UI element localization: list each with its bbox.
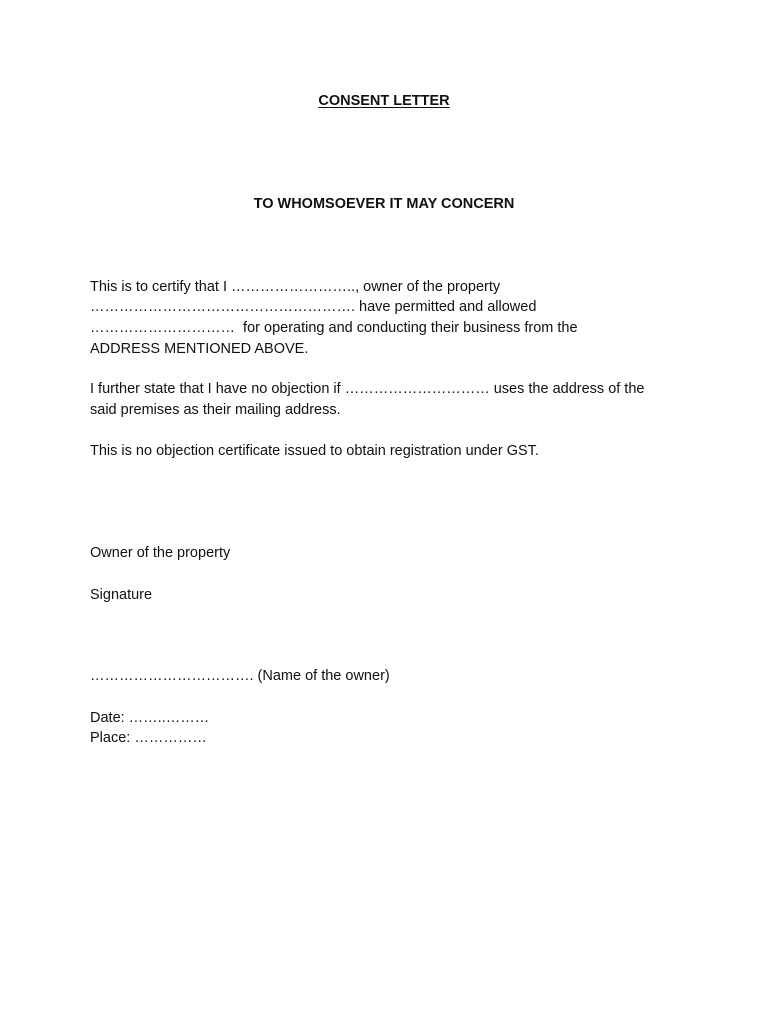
paragraph-1-line-1: This is to certify that I …………………….., owner of the property [90, 279, 501, 295]
paragraph-3: This is no objection certificate issued to obtain registration under GST. [90, 443, 539, 459]
paragraph-1-line-4: ADDRESS MENTIONED ABOVE. [90, 341, 309, 357]
salutation-heading: TO WHOMSOEVER IT MAY CONCERN [253, 196, 515, 212]
paragraph-2-line-2: said premises as their mailing address. [90, 402, 341, 418]
date-line: Date: ……..……… [90, 710, 210, 726]
document-title: CONSENT LETTER [318, 93, 450, 109]
place-line: Place: …………… [90, 730, 207, 746]
paragraph-1-line-3: ………………………… for operating and conducting their business from the [90, 320, 578, 336]
owner-name-line: ……………………………. (Name of the owner) [90, 668, 390, 684]
owner-label: Owner of the property [90, 545, 231, 561]
signature-label: Signature [90, 587, 153, 603]
paragraph-2-line-1: I further state that I have no objection if ………………………… uses the address of the [90, 381, 645, 397]
paragraph-1-line-2: ………………………………………………. have permitted and allowed [90, 299, 537, 315]
